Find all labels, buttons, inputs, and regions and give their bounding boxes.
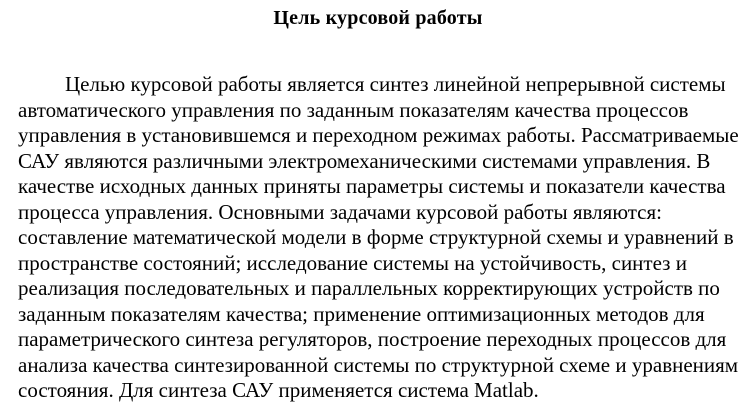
paragraph-line: качестве исходных данных приняты параметры системы и показатели качества [18,174,726,198]
paragraph-line: параметрического синтеза регуляторов, построение переходных процессов для [18,327,727,351]
paragraph-line: состояния. Для синтеза САУ применяется система Matlab. [18,378,539,402]
paragraph-line: процесса управления. Основными задачами курсовой работы являются: [18,199,662,224]
paragraph-line: заданным показателям качества; применение оптимизационных методов для [18,301,705,326]
paragraph-line: реализация последовательных и параллельных корректирующих устройств по [18,276,720,300]
paragraph-line: анализа качества синтезированной системы по структурной схеме и уравнениям [18,352,739,377]
paragraph-line: САУ являются различными электромеханическими системами управления. В [18,148,711,173]
paragraph-line: управления в установившемся и переходном режимах работы. Рассматриваемые [18,123,739,147]
body-paragraph [18,72,748,404]
paragraph-line: Целью курсовой работы является синтез линейной непрерывной системы [65,72,726,96]
page-title: Цель курсовой работы [273,7,483,29]
paragraph-line: пространстве состояний; исследование системы на устойчивость, синтез и [18,250,687,275]
paragraph-line: автоматического управления по заданным показателям качества процессов [18,97,689,122]
paragraph-line: составление математической модели в форме структурной схемы и уравнений в [18,225,734,249]
